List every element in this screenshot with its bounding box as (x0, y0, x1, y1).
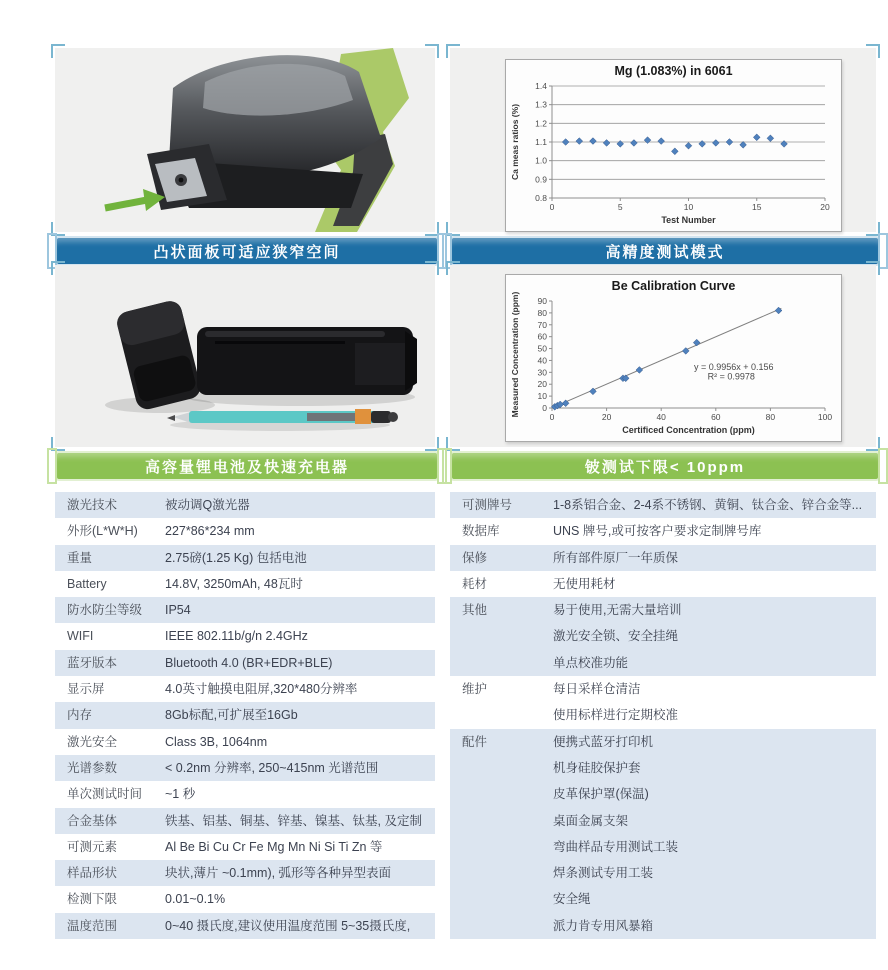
spec-value: 激光安全锁、安全挂绳 (553, 629, 679, 644)
spec-value: 1-8系铝合金、2-4系不锈钢、黄铜、钛合金、锌合金等... (553, 498, 863, 512)
spec-label: 重量 (67, 550, 93, 565)
caption-banner-convex-panel (55, 236, 439, 266)
spec-label: Battery (67, 576, 107, 591)
banner-bracket-icon (442, 448, 452, 484)
spec-label: 合金基体 (67, 813, 118, 828)
spec-value: 8Gb标配,可扩展至16Gb (165, 708, 298, 723)
spec-group (450, 729, 876, 939)
svg-text:90: 90 (537, 296, 547, 306)
spec-value: 0.01~0.1% (165, 892, 226, 907)
spec-value: 被动调Q激光器 (165, 498, 250, 512)
svg-text:70: 70 (537, 319, 547, 330)
spec-label: 可测牌号 (462, 498, 513, 512)
be-chart-panel (450, 265, 876, 447)
svg-text:0.9: 0.9 (535, 174, 547, 185)
spec-group (450, 597, 876, 676)
spec-row (55, 571, 435, 597)
spec-value: Bluetooth 4.0 (BR+EDR+BLE) (165, 655, 333, 670)
spec-label: 显示屏 (67, 682, 105, 697)
spec-row (55, 808, 435, 834)
caption-banner-precision-mode (450, 236, 880, 266)
battery-photo (55, 265, 435, 447)
caption-text: 凸状面板可适应狭窄空间 (153, 243, 341, 261)
svg-text:Test Number: Test Number (661, 215, 716, 225)
spec-label: 样品形状 (67, 866, 118, 881)
svg-text:1.1: 1.1 (535, 137, 547, 147)
spec-row (55, 623, 435, 649)
spec-row (55, 729, 435, 755)
spec-row (55, 702, 435, 728)
spec-row (55, 597, 435, 623)
svg-text:20: 20 (601, 412, 612, 422)
spec-label: 光谱参数 (67, 760, 118, 775)
spec-row (55, 886, 435, 912)
spec-value: 所有部件原厂一年质保 (553, 550, 679, 565)
spec-value: 桌面金属支架 (553, 813, 629, 828)
spec-table-right (450, 492, 876, 939)
banner-bracket-icon (878, 448, 888, 484)
spec-value: IEEE 802.11b/g/n 2.4GHz (165, 629, 308, 644)
svg-text:1.2: 1.2 (535, 118, 547, 129)
svg-text:20: 20 (537, 379, 547, 390)
svg-text:1.4: 1.4 (535, 81, 547, 91)
spec-row (55, 676, 435, 702)
spec-value: 无使用耗材 (553, 576, 616, 591)
spec-label: 检测下限 (67, 892, 118, 907)
spec-table-left (55, 492, 435, 939)
spec-label: 激光技术 (67, 498, 118, 512)
spec-value: 铁基、铝基、铜基、锌基、镍基、钛基, 及定制 (165, 813, 422, 828)
svg-text:80: 80 (537, 307, 547, 318)
svg-text:Ca meas ratios (%): Ca meas ratios (%) (510, 103, 520, 181)
battery-photo-panel (55, 265, 435, 447)
spec-label: 激光安全 (67, 734, 118, 749)
spec-value: 派力肯专用风暴箱 (553, 918, 654, 933)
spec-label: 耗材 (462, 576, 488, 591)
spec-value: 便携式蓝牙打印机 (553, 734, 654, 749)
spec-value: 焊条测试专用工装 (553, 866, 654, 881)
spec-label: WIFI (67, 629, 94, 644)
svg-text:50: 50 (537, 343, 547, 354)
svg-text:20: 20 (820, 202, 830, 212)
spec-value: 机身硅胶保护套 (553, 760, 641, 775)
spec-label: 温度范围 (67, 918, 118, 933)
svg-text:15: 15 (752, 202, 762, 212)
spec-value: Al Be Bi Cu Cr Fe Mg Mn Ni Si Ti Zn 等 (165, 839, 383, 854)
spec-group (450, 545, 876, 571)
spec-value: Class 3B, 1064nm (165, 734, 268, 749)
svg-text:100: 100 (817, 412, 833, 422)
corner-bracket-icon (446, 261, 460, 275)
spec-value: ~1 秒 (165, 787, 196, 802)
spec-value: 每日采样仓清洁 (553, 682, 641, 697)
analyzer-photo (55, 48, 435, 232)
corner-bracket-icon (866, 44, 880, 58)
spec-value: 弯曲样品专用测试工装 (553, 839, 679, 854)
svg-text:Be Calibration Curve: Be Calibration Curve (611, 279, 736, 293)
spec-group (450, 571, 876, 597)
caption-text: 高精度测试模式 (605, 243, 725, 261)
caption-banner-be-limit (450, 451, 880, 481)
spec-value: UNS 牌号,或可按客户要求定制牌号库 (553, 524, 762, 539)
spec-label: 单次测试时间 (67, 787, 143, 802)
svg-text:Certificed Concentration (ppm): Certificed Concentration (ppm) (622, 425, 755, 435)
svg-text:1.3: 1.3 (535, 99, 547, 110)
be-calibration-chart (505, 274, 842, 442)
spec-row (55, 834, 435, 860)
spec-value: 安全绳 (553, 892, 591, 907)
svg-text:40: 40 (656, 412, 666, 422)
svg-text:Mg (1.083%) in 6061: Mg (1.083%) in 6061 (614, 64, 733, 78)
spec-label: 内存 (67, 708, 93, 723)
spec-label: 维护 (462, 682, 488, 697)
svg-text:0: 0 (542, 403, 547, 413)
spec-value: 0~40 摄氏度,建议使用温度范围 5~35摄氏度, (165, 918, 411, 933)
spec-value: 使用标样进行定期校准 (553, 708, 679, 723)
svg-text:10: 10 (683, 202, 694, 212)
svg-text:0: 0 (549, 412, 555, 422)
svg-text:30: 30 (537, 367, 547, 378)
svg-text:1.0: 1.0 (535, 155, 547, 166)
svg-text:0: 0 (549, 202, 555, 212)
spec-row (55, 518, 435, 544)
svg-text:60: 60 (537, 331, 547, 342)
svg-text:60: 60 (711, 412, 721, 422)
caption-text: 高容量锂电池及快速充电器 (144, 458, 349, 476)
corner-bracket-icon (446, 44, 460, 58)
spec-row (55, 492, 435, 518)
spec-label: 保修 (462, 550, 488, 565)
spec-label: 可测元素 (67, 839, 118, 854)
caption-banner-battery (55, 451, 439, 481)
spec-value: 4.0英寸触摸电阻屏,320*480分辨率 (165, 682, 358, 697)
spec-value: 块状,薄片 ~0.1mm), 弧形等各种异型表面 (165, 866, 392, 881)
spec-row (55, 781, 435, 807)
mg-precision-chart (505, 59, 842, 232)
spec-group (450, 492, 876, 518)
svg-text:Measured Concentration (ppm): Measured Concentration (ppm) (510, 291, 520, 418)
svg-text:10: 10 (537, 391, 547, 402)
svg-text:y = 0.9956x + 0.156: y = 0.9956x + 0.156 (693, 361, 774, 372)
spec-row (55, 860, 435, 886)
spec-row (55, 913, 435, 939)
spec-label: 外形(L*W*H) (67, 524, 138, 539)
spec-label: 其他 (462, 603, 488, 618)
mg-chart-panel (450, 48, 876, 232)
svg-text:80: 80 (765, 412, 776, 422)
spec-value: 14.8V, 3250mAh, 48瓦时 (165, 576, 303, 591)
svg-text:R² = 0.9978: R² = 0.9978 (707, 371, 755, 382)
svg-text:40: 40 (537, 355, 547, 366)
spec-value: 2.75磅(1.25 Kg) 包括电池 (165, 550, 307, 565)
spec-label: 配件 (462, 734, 488, 749)
spec-label: 防水防尘等级 (67, 603, 143, 618)
spec-value: 单点校准功能 (553, 655, 629, 670)
spec-label: 数据库 (462, 524, 500, 539)
spec-row (55, 545, 435, 571)
caption-text: 铍测试下限< 10ppm (584, 458, 746, 476)
spec-row (55, 650, 435, 676)
pencil-for-scale (167, 409, 398, 424)
spec-row (55, 755, 435, 781)
analyzer-photo-panel (55, 48, 435, 232)
corner-bracket-icon (866, 261, 880, 275)
spec-label: 蓝牙版本 (67, 655, 118, 670)
svg-text:0.8: 0.8 (535, 193, 547, 203)
spec-value: 227*86*234 mm (165, 524, 255, 539)
svg-text:5: 5 (617, 202, 623, 212)
spec-value: < 0.2nm 分辨率, 250~415nm 光谱范围 (165, 760, 379, 775)
spec-value: IP54 (165, 603, 191, 618)
spec-value: 皮革保护罩(保温) (553, 787, 649, 802)
spec-value: 易于使用,无需大量培训 (553, 603, 682, 618)
spec-group (450, 518, 876, 544)
spec-group (450, 676, 876, 729)
banner-bracket-icon (47, 448, 57, 484)
